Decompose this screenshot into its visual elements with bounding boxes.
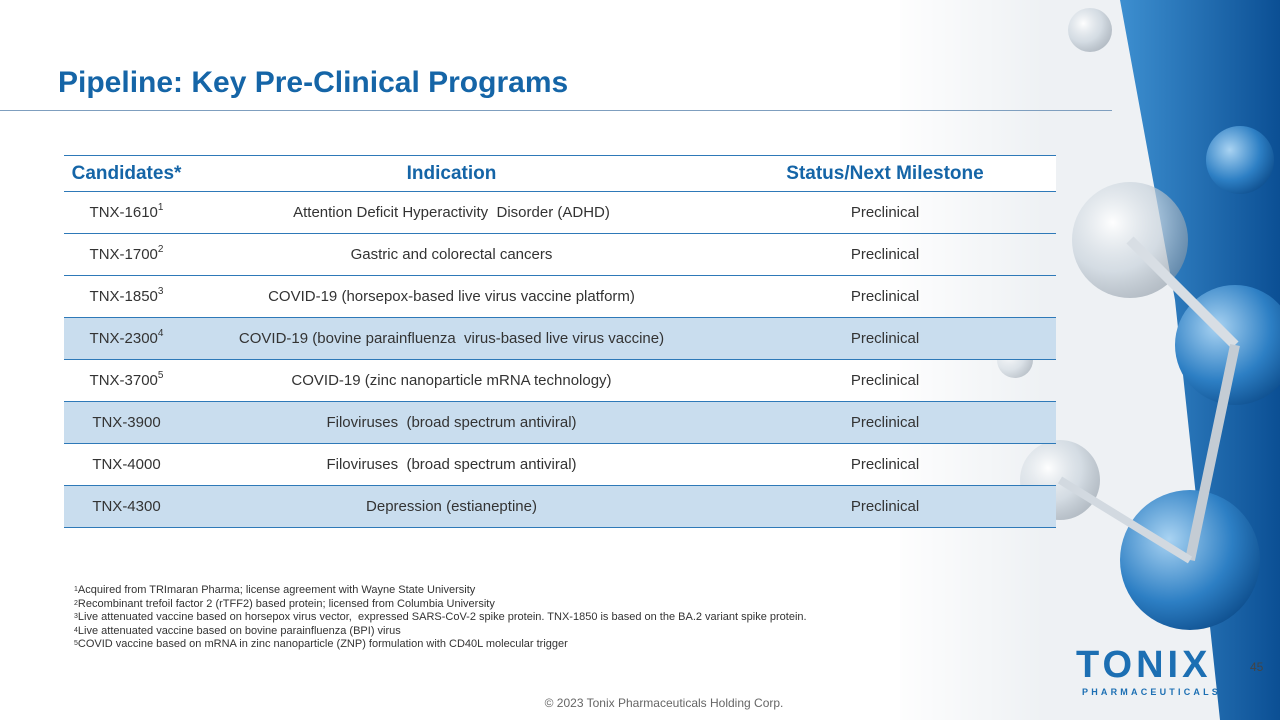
cell-status: Preclinical	[850, 456, 920, 473]
table-header-row	[64, 156, 1056, 192]
cell-indication: COVID-19 (horsepox-based live virus vaccine platform)	[268, 288, 635, 305]
cell-status: Preclinical	[714, 318, 1056, 360]
pipeline-table-body	[64, 192, 1056, 528]
cell-indication: Attention Deficit Hyperactivity Disorder (ADHD)	[293, 204, 610, 221]
header-indication: Indication	[189, 156, 714, 192]
cell-status: Preclinical	[714, 486, 1056, 528]
cell-indication: Filoviruses (broad spectrum antiviral)	[326, 456, 577, 473]
footnote-marker: 1	[157, 202, 164, 213]
table-row	[64, 444, 1056, 486]
cell-candidate: TNX-1610$^1$	[89, 202, 164, 221]
footnote-item: $^4$Live attenuated vaccine based on bovine parainfluenza (BPI) virus	[74, 624, 401, 637]
table-row	[64, 402, 1056, 444]
table-row	[64, 360, 1056, 402]
table-row	[64, 318, 1056, 360]
cell-candidate: TNX-1700$^2$	[89, 244, 164, 263]
cell-candidate: TNX-2300$^4$	[64, 318, 189, 360]
cell-status: Preclinical	[850, 372, 920, 389]
footnotes	[74, 584, 954, 652]
table-row	[64, 192, 1056, 234]
footnote-item: $^1$Acquired from TRImaran Pharma; license agreement with Wayne State University	[74, 584, 476, 596]
cell-indication: Filoviruses (broad spectrum antiviral)	[189, 402, 714, 444]
cell-indication: Depression (estianeptine)	[189, 486, 714, 528]
footnote-marker: 3	[157, 286, 164, 297]
cell-indication: Gastric and colorectal cancers	[350, 246, 553, 263]
slide-title: Pipeline: Key Pre-Clinical Programs	[58, 66, 569, 99]
cell-candidate: TNX-3900	[64, 402, 189, 444]
footnote-marker: 4	[157, 328, 164, 339]
footnote-item: $^2$Recombinant trefoil factor 2 (rTFF2) based protein; licensed from Columbia University	[74, 597, 495, 610]
table-row	[64, 486, 1056, 528]
cell-candidate: TNX-4300	[64, 486, 189, 528]
logo-subtitle: PHARMACEUTICALS	[1082, 687, 1221, 697]
cell-status: Preclinical	[714, 402, 1056, 444]
header-candidates: Candidates*	[64, 156, 189, 192]
cell-indication: COVID-19 (bovine parainfluenza virus-based live virus vaccine)	[189, 318, 714, 360]
logo-wordmark: TONIX	[1076, 644, 1212, 686]
footnote-marker: 5	[157, 370, 164, 381]
cell-indication: COVID-19 (zinc nanoparticle mRNA technology)	[291, 372, 612, 389]
pipeline-table	[64, 155, 1056, 528]
footnote-marker: 2	[157, 244, 164, 255]
tonix-logo	[1076, 644, 1221, 697]
copyright-text: © 2023 Tonix Pharmaceuticals Holding Corp.	[544, 696, 784, 710]
header-status: Status/Next Milestone	[714, 156, 1056, 192]
cell-status: Preclinical	[850, 204, 920, 221]
cell-candidate: TNX-3700$^5$	[89, 370, 164, 389]
footnote-item: $^3$Live attenuated vaccine based on horsepox virus vector, expressed SARS-CoV-2 spike protein. TNX-1850 is based on the BA.2 variant spike protein.	[74, 611, 807, 623]
cell-status: Preclinical	[850, 246, 920, 263]
cell-status: Preclinical	[850, 288, 920, 305]
footnote-item: $^5$COVID vaccine based on mRNA in zinc nanoparticle (ZNP) formulation with CD40L molecular trigger	[74, 638, 568, 650]
cell-candidate: TNX-4000	[92, 456, 161, 473]
table-row	[64, 276, 1056, 318]
cell-candidate: TNX-1850$^3$	[89, 286, 164, 305]
page-number: 45	[1250, 660, 1264, 674]
title-underline-divider	[0, 110, 1112, 111]
table-row	[64, 234, 1056, 276]
